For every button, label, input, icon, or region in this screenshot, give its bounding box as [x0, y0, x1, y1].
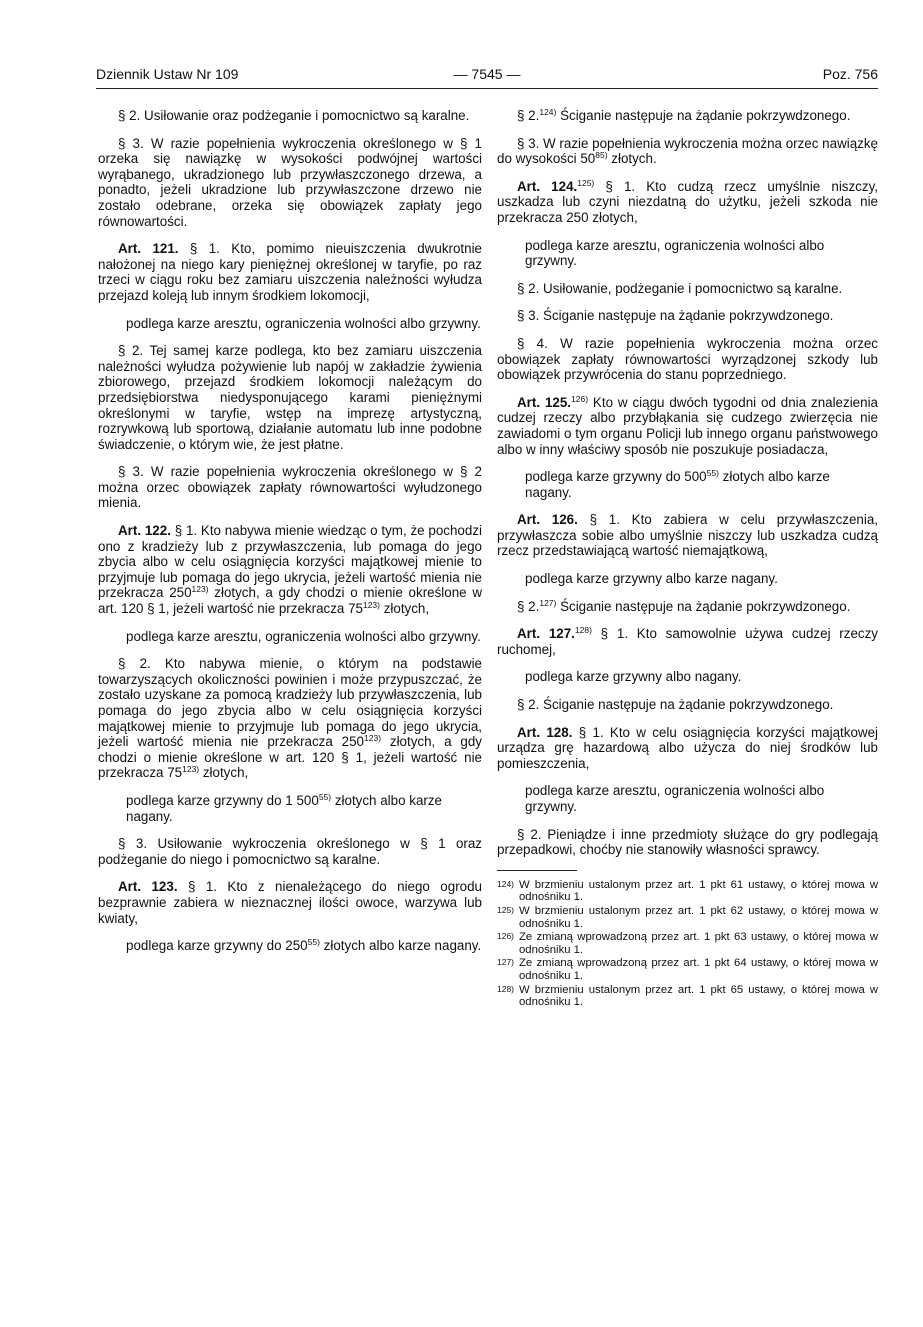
paragraph	[497, 599, 878, 615]
paragraph	[497, 108, 878, 124]
article-text: § 1. Kto zabiera w celu przywłaszczenia, przywłaszcza sobie albo umyślnie niszczy lub uszkadza cudzą rzecz przedstawiającą wartość niemajątkową,	[497, 512, 879, 559]
article-text: § 1. Kto samowolnie używa cudzej rzeczy ruchomej,	[497, 626, 878, 657]
penalty-clause	[98, 793, 482, 824]
paragraph: § 2. Ściganie następuje na żądanie pokrzywdzonego.	[517, 697, 834, 713]
article-label: Art. 126.	[517, 512, 578, 528]
article-label: Art. 128.	[517, 724, 573, 740]
article-label: Art. 122.	[118, 523, 171, 539]
article-125	[497, 395, 878, 457]
article-label: Art. 121.	[118, 241, 179, 257]
footnote-ref: 123)	[182, 764, 200, 775]
penalty-clause: podlega karze aresztu, ograniczenia wolności albo grzywny.	[126, 315, 481, 331]
paragraph: § 2. Pieniądze i inne przedmioty służące do gry podlegają przepadkowi, choćby nie stanowiły własności sprawcy.	[497, 826, 878, 858]
penalty-text: złotych albo karze nagany.	[525, 469, 830, 500]
footnote-ref: 55)	[706, 468, 719, 479]
footnote-ref: 127)	[539, 597, 557, 608]
footnote-text: Ze zmianą wprowadzoną przez art. 1 pkt 63 ustawy, o której mowa w odnośniku 1.	[519, 931, 878, 956]
article-124	[497, 179, 878, 226]
article-122	[98, 523, 482, 617]
article-126	[497, 512, 878, 559]
penalty-text: złotych albo karze nagany.	[126, 792, 443, 824]
footnote	[497, 905, 878, 930]
footnote-number: 126)	[497, 931, 515, 942]
header-rule	[96, 88, 878, 89]
article-text: § 1. Kto w celu osiągnięcia korzyści majątkowej urządza grę hazardową albo użycza do niej środków lub pomieszczenia,	[497, 724, 878, 771]
paragraph: § 2. Usiłowanie, podżeganie i pomocnictwo są karalne.	[517, 280, 843, 296]
footnote-ref: 125)	[577, 177, 595, 188]
article-text: § 1. Kto nabywa mienie wiedząc o tym, że pochodzi ono z kradzieży lub z przywłaszczenia, lub pomaga do jego zbycia albo w celu osiągnięcia korzyści majątkowej mienie to przyjmuje lub pomaga do jego ukrycia, jeżeli wartość mienia nie przekracza 250	[98, 523, 482, 601]
paragraph: § 3. Ściganie następuje na żądanie pokrzywdzonego.	[517, 308, 834, 324]
paragraph-text: § 2.	[517, 598, 540, 614]
footnote-ref: 123)	[191, 584, 209, 595]
footnote-ref: 126)	[571, 393, 589, 404]
penalty-clause: podlega karze aresztu, ograniczenia wolności albo grzywny.	[525, 783, 825, 814]
penalty-text: podlega karze grzywny do 1 500	[126, 792, 319, 808]
penalty-text: złotych albo karze nagany.	[319, 938, 482, 954]
journal-title: Dziennik Ustaw Nr 109	[96, 66, 239, 82]
penalty-clause: podlega karze aresztu, ograniczenia wolności albo grzywny.	[525, 237, 825, 269]
article-121	[98, 241, 482, 303]
paragraph: § 3. W razie popełnienia wykroczenia określonego w § 1 orzeka się nawiązkę w wysokości podwójnej wartości wyrąbanego, ukradzionego lub przywłaszczonego drzewa, a ponadto, jeżeli ukradzione lub przywłaszczone drzewo nie zostało odebrane, orzeka się obowiązek zapłaty jego równowartości.	[98, 135, 482, 229]
paragraph: § 2. Tej samej karze podlega, kto bez zamiaru uiszczenia należności wyłudza pożywienie lub napój w zakładzie żywienia zbiorowego, przejazd środkiem lokomocji należącym do przedsiębiorstwa niedysponującego karami pieniężnymi określonymi w taryfie, wstęp na imprezę artystyczną, rozrywkową lub sportową, działanie automatu lub inne podobne świadczenie, o którym wie, że jest płatne.	[98, 343, 482, 452]
footnote-text: W brzmieniu ustalonym przez art. 1 pkt 62 ustawy, o której mowa w odnośniku 1.	[519, 904, 878, 930]
footnote-number: 124)	[497, 878, 515, 889]
page-number: — 7545 —	[453, 66, 521, 82]
article-127	[497, 626, 878, 657]
footnote-ref: 123)	[364, 733, 382, 744]
footnote-text: W brzmieniu ustalonym przez art. 1 pkt 65 ustawy, o której mowa w odnośniku 1.	[519, 983, 878, 1009]
paragraph-text: Ściganie następuje na żądanie pokrzywdzonego.	[556, 108, 851, 123]
penalty-clause	[497, 469, 878, 500]
footnote-divider	[497, 870, 577, 871]
footnote-number: 125)	[497, 904, 515, 915]
penalty-text: podlega karze grzywny do 500	[525, 469, 707, 485]
footnote-ref: 123)	[362, 600, 380, 611]
penalty-text: podlega karze grzywny do 250	[126, 938, 308, 954]
footnote-ref: 124)	[539, 107, 557, 117]
paragraph-text: Ściganie następuje na żądanie pokrzywdzonego.	[556, 598, 851, 614]
paragraph-text: § 2.	[517, 108, 540, 123]
position-number: Poz. 756	[822, 66, 878, 82]
paragraph: § 3. Usiłowanie wykroczenia określonego w § 1 oraz podżeganie do niego i pomocnictwo są karalne.	[98, 836, 482, 867]
footnote-text: Ze zmianą wprowadzoną przez art. 1 pkt 64 ustawy, o której mowa w odnośniku 1.	[519, 957, 878, 982]
footnote	[497, 931, 878, 956]
paragraph: § 4. W razie popełnienia wykroczenia można orzec obowiązek zapłaty równowartości wyrządzonej szkody lub obowiązek przywrócenia do stanu poprzedniego.	[497, 335, 878, 383]
article-label: Art. 123.	[118, 879, 178, 895]
paragraph-text: § 2. Kto nabywa mienie, o którym na podstawie towarzyszących okoliczności powinien i może przypuszczać, że zostało uzyskane za pomocą kradzieży lub przywłaszczenia, lub pomaga do jego zbycia albo w celu osiągnięcia korzyści majątkowej mienie to przyjmuje lub pomaga do jego ukrycia, jeżeli wartość mienia nie przekracza 250	[98, 656, 482, 750]
article-123	[98, 879, 482, 926]
paragraph-text: złotych.	[607, 151, 657, 167]
penalty-clause: podlega karze aresztu, ograniczenia wolności albo grzywny.	[126, 628, 481, 644]
paragraph-text: złotych,	[199, 765, 249, 781]
article-label: Art. 127.	[517, 626, 575, 642]
footnote-number: 127)	[497, 957, 515, 968]
penalty-clause: podlega karze grzywny albo karze nagany.	[525, 571, 778, 587]
article-text: złotych, a gdy chodzi o mienie określone w art. 120 § 1, jeżeli wartość nie przekracza 75	[98, 585, 482, 617]
article-label: Art. 124.	[517, 178, 578, 194]
footnote	[497, 957, 878, 982]
left-column	[98, 108, 482, 966]
article-text: Kto w ciągu dwóch tygodni od dnia znalezienia cudzej rzeczy albo przybłąkania się cudzego zwierzęcia nie zawiadomi o tym organu Policji lub innego organu państwowego albo w inny właściwy sposób nie poszukuje posiadacza,	[497, 394, 878, 457]
paragraph	[497, 136, 878, 167]
footnote-number: 128)	[497, 983, 515, 994]
right-column	[497, 108, 878, 1010]
page-header	[96, 66, 878, 88]
penalty-clause: podlega karze grzywny albo nagany.	[525, 669, 742, 685]
article-text: § 1. Kto z nienależącego do niego ogrodu bezprawnie zabiera w nieznacznej ilości owoce, warzywa lub kwiaty,	[98, 879, 482, 926]
paragraph-text: § 3. W razie popełnienia wykroczenia można orzec nawiązkę do wysokości 50	[497, 135, 878, 167]
article-label: Art. 125.	[517, 394, 572, 410]
footnote-text: W brzmieniu ustalonym przez art. 1 pkt 61 ustawy, o której mowa w odnośniku 1.	[519, 878, 878, 904]
footnote-ref: 55)	[318, 791, 332, 802]
paragraph: § 3. W razie popełnienia wykroczenia określonego w § 2 można orzec obowiązek zapłaty równowartości wyłudzonego mienia.	[98, 464, 482, 511]
footnote	[497, 879, 878, 904]
footnotes	[497, 879, 878, 1009]
paragraph	[98, 656, 482, 781]
article-128	[497, 725, 878, 772]
footnote-ref: 128)	[574, 625, 592, 636]
article-text: § 1. Kto, pomimo nieuiszczenia dwukrotnie nałożonej na niego kary pieniężnej określonej w taryfie, po raz trzeci w ciągu roku bez zamiaru uiszczenia należności wyłudza przejazd koleją lub innym środkiem lokomocji,	[98, 241, 483, 303]
paragraph-text: złotych, a gdy chodzi o mienie określone w art. 120 § 1, jeżeli wartość nie przekracza 75	[98, 734, 482, 781]
penalty-clause	[98, 938, 482, 954]
article-text: § 1. Kto cudzą rzecz umyślnie niszczy, uszkadza lub czyni niezdatną do użytku, jeżeli szkoda nie przekracza 250 złotych,	[497, 178, 878, 225]
footnote-ref: 55)	[307, 937, 320, 948]
paragraph: § 2. Usiłowanie oraz podżeganie i pomocnictwo są karalne.	[118, 108, 470, 123]
footnote-ref: 85)	[595, 150, 608, 161]
article-text: złotych,	[379, 601, 430, 617]
footnote	[497, 984, 878, 1009]
